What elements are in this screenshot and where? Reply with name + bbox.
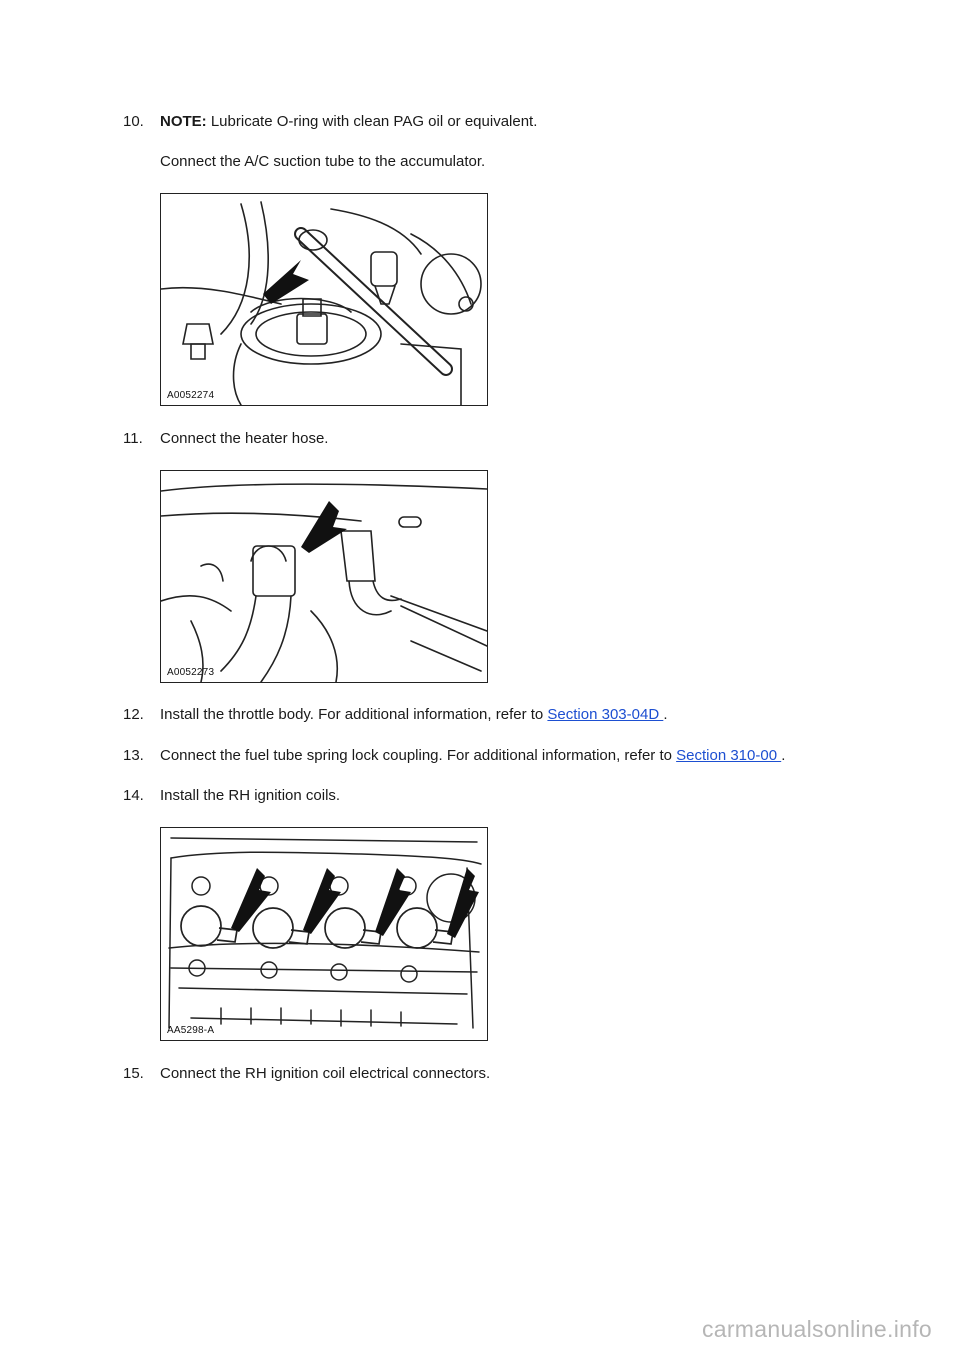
step-number: 15.	[123, 1065, 144, 1082]
step-text-content: Install the throttle body. For additional information, refer to	[160, 706, 548, 723]
step-text-suffix: .	[781, 747, 786, 764]
illustration-ignition-coils	[161, 828, 487, 1040]
step-text: Connect the RH ignition coil electrical connectors.	[160, 1065, 491, 1082]
step-number: 13.	[123, 747, 144, 764]
illustration-heater-hose	[161, 471, 487, 682]
step-text: Connect the heater hose.	[160, 430, 329, 447]
step-text-content: Connect the fuel tube spring lock coupling. For additional information, refer to	[160, 747, 677, 764]
illustration-ac-suction-tube	[161, 194, 487, 405]
figure-heater-hose	[160, 470, 488, 683]
step-text	[160, 706, 668, 724]
figure-ac-suction-tube	[160, 193, 488, 406]
note-label: NOTE:	[160, 113, 207, 130]
figure-label: AA5298-A	[167, 1025, 215, 1036]
step-text	[160, 747, 785, 765]
watermark: carmanualsonline.info	[701, 1316, 932, 1342]
step-number: 10.	[123, 113, 144, 130]
step-text: Install the RH ignition coils.	[160, 787, 341, 804]
step-number: 12.	[123, 706, 144, 723]
section-303-04d-link[interactable]: Section 303-04D	[547, 706, 664, 723]
step-text: Connect the A/C suction tube to the accumulator.	[160, 153, 486, 170]
step-note	[160, 113, 537, 131]
figure-label: A0052274	[167, 390, 215, 401]
note-text: Lubricate O-ring with clean PAG oil or equivalent.	[206, 113, 538, 130]
step-number: 11.	[123, 430, 143, 447]
step-text-suffix: .	[663, 706, 668, 723]
figure-label: A0052273	[167, 667, 215, 678]
section-310-00-link[interactable]: Section 310-00	[676, 747, 782, 764]
step-number: 14.	[123, 787, 144, 804]
figure-ignition-coils	[160, 827, 488, 1041]
